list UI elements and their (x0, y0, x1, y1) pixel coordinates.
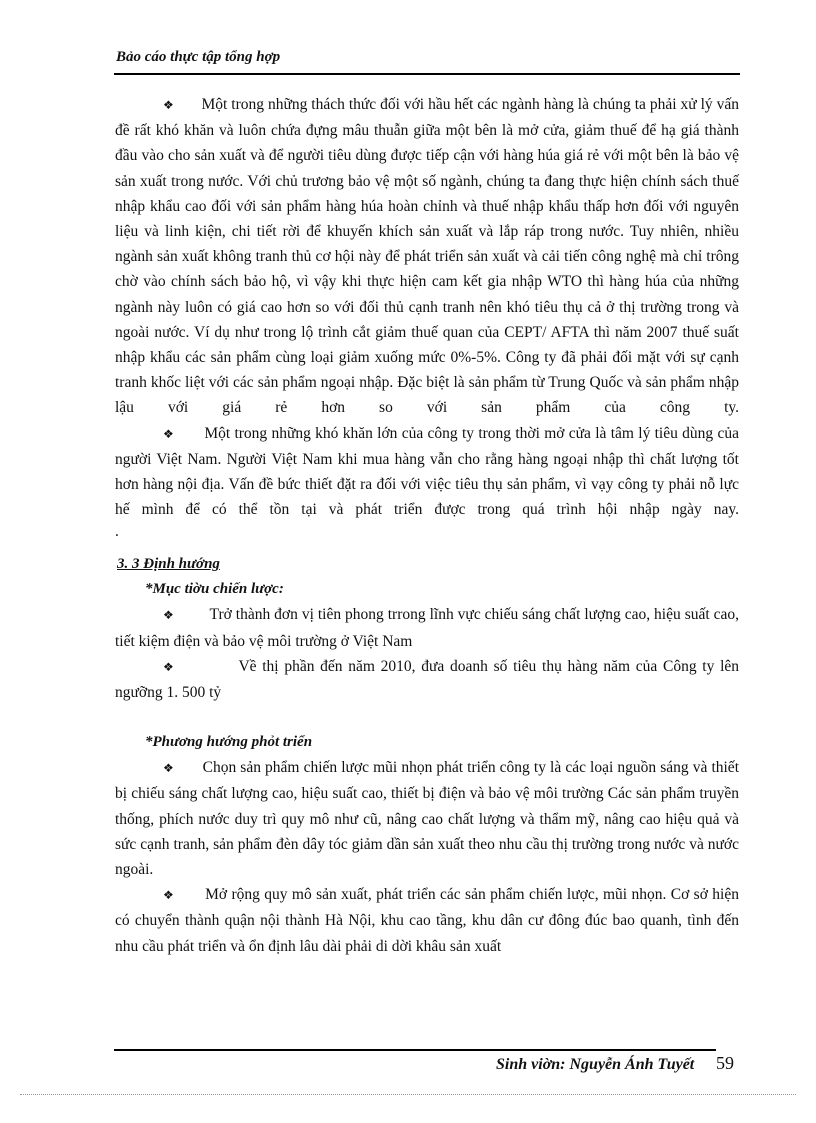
paragraph (115, 92, 739, 421)
bullet-icon: ❖ (163, 608, 174, 623)
direction-heading: *Phương hướng phỏt triển (145, 734, 313, 751)
stray-dot: . (115, 523, 119, 541)
page-bottom-dotted-border (20, 1094, 796, 1095)
direction-text: Chọn sản phẩm chiến lược mũi nhọn phát triển công ty là các loại nguồn sáng và thiết bị chiếu sáng chất lượng cao, hiệu suất cao, thiết bị điện và bảo vệ môi trường Các sản phẩm truyền thống, phích nước duy trì quy mô như cũ, nâng cao chất lượng và thẩm mỹ, nâng cao hiệu quả và sức cạnh tranh, sản phẩm đèn dây tóc giảm dần sản xuất theo nhu cầu thị trường trong nước và nước ngoài. (115, 759, 739, 879)
section-heading: 3. 3 Định hướng (117, 556, 220, 573)
goal-item (115, 654, 739, 705)
bullet-icon: ❖ (163, 761, 174, 776)
footer-rule (114, 1049, 716, 1051)
bullet-icon: ❖ (163, 888, 175, 903)
bullet-icon: ❖ (163, 426, 175, 441)
page-number: 59 (716, 1053, 734, 1073)
document-body (115, 92, 739, 959)
header-title: Bảo cáo thực tập tổng hợp (116, 49, 281, 65)
goal-item (115, 602, 739, 653)
footer-author: Sinh viờn: Nguyễn Ánh Tuyết (496, 1056, 695, 1073)
paragraph (115, 421, 739, 523)
paragraph-text: Một trong những khó khăn lớn của công ty trong thời mở cửa là tâm lý tiêu dùng của người Việt Nam. Người Việt Nam khi mua hàng vẫn cho rằng hàng ngoại nhập thì chất lượng tốt hơn hàng nội địa. Vấn đề bức thiết đặt ra đối với việc tiêu thụ sản phẩm, vì vạy công ty phải nỗ lực hế mình để có thể tồn tại và phát triển được trong quá trình hội nhập ngày nay. (115, 424, 739, 519)
direction-text: Mở rộng quy mô sản xuất, phát triển các sản phẩm chiến lược, mũi nhọn. Cơ sở hiện có chuyển thành quận nội thành Hà Nội, khu cao tầng, khu dân cư đông đúc bao quanh, tình đến nhu cầu phát triển và ổn định lâu dài phải di dời khâu sản xuất (115, 886, 739, 955)
bullet-icon: ❖ (163, 98, 174, 112)
bullet-icon: ❖ (163, 659, 176, 674)
goal-text: Trở thành đơn vị tiên phong trrong lĩnh vực chiếu sáng chất lượng cao, hiệu suất cao, tiết kiệm điện và bảo vệ môi trường ở Việt Nam (115, 606, 740, 650)
page-header (114, 49, 740, 75)
goal-text: Về thị phần đến năm 2010, đưa doanh số tiêu thụ hàng năm của Công ty lên ngưỡng 1. 500 tỷ (115, 657, 740, 702)
direction-item (115, 882, 739, 959)
goals-heading: *Mục tiờu chiến lược: (145, 581, 284, 598)
paragraph-text: Một trong những thách thức đối với hầu hết các ngành hàng là chúng ta phải xử lý vấn đề rất khó khăn và luôn chứa đựng mâu thuẫn giữa một bên là mở cửa, giảm thuế để hạ giá thành đầu vào cho sản xuất và để người tiêu dùng được tiếp cận với hàng húa giá rẻ với một bên là bảo vệ sản xuất trong nước. Với chủ trương bảo vệ một số ngành, chúng ta đang thực hiện chính sách thuế nhập khẩu cao đối với sản phẩm hàng húa hoàn chỉnh và thuế nhập khẩu thấp hơn đối với nguyên liệu và linh kiện, chi tiết rời để khuyến khích sản xuất và lắp ráp trong nước. Tuy nhiên, nhiều ngành sản xuất không tranh thủ cơ hội này để phát triển sản xuất và cải tiến công nghệ mà chỉ trông chờ vào chính sách bảo hộ, vì vậy khi thực hiện cam kết gia nhập WTO thì hàng húa của những ngành này luôn có giá cao hơn so với đối thủ cạnh tranh nên khó tiêu thụ cả ở thị trường trong và ngoài nước. Ví dụ như trong lộ trình cắt giảm thuế quan của CEPT/ AFTA thì năm 2007 thuế suất nhập khẩu các sản phẩm cùng loại giảm xuống mức 0%-5%. Công ty đã phải đối mặt với sự cạnh tranh khốc liệt với các sản phẩm ngoại nhập. Đặc biệt là sản phẩm từ Trung Quốc và sản phẩm nhập lậu với giá rẻ hơn so với sản phẩm của công ty. (115, 96, 739, 417)
direction-item (115, 755, 739, 882)
